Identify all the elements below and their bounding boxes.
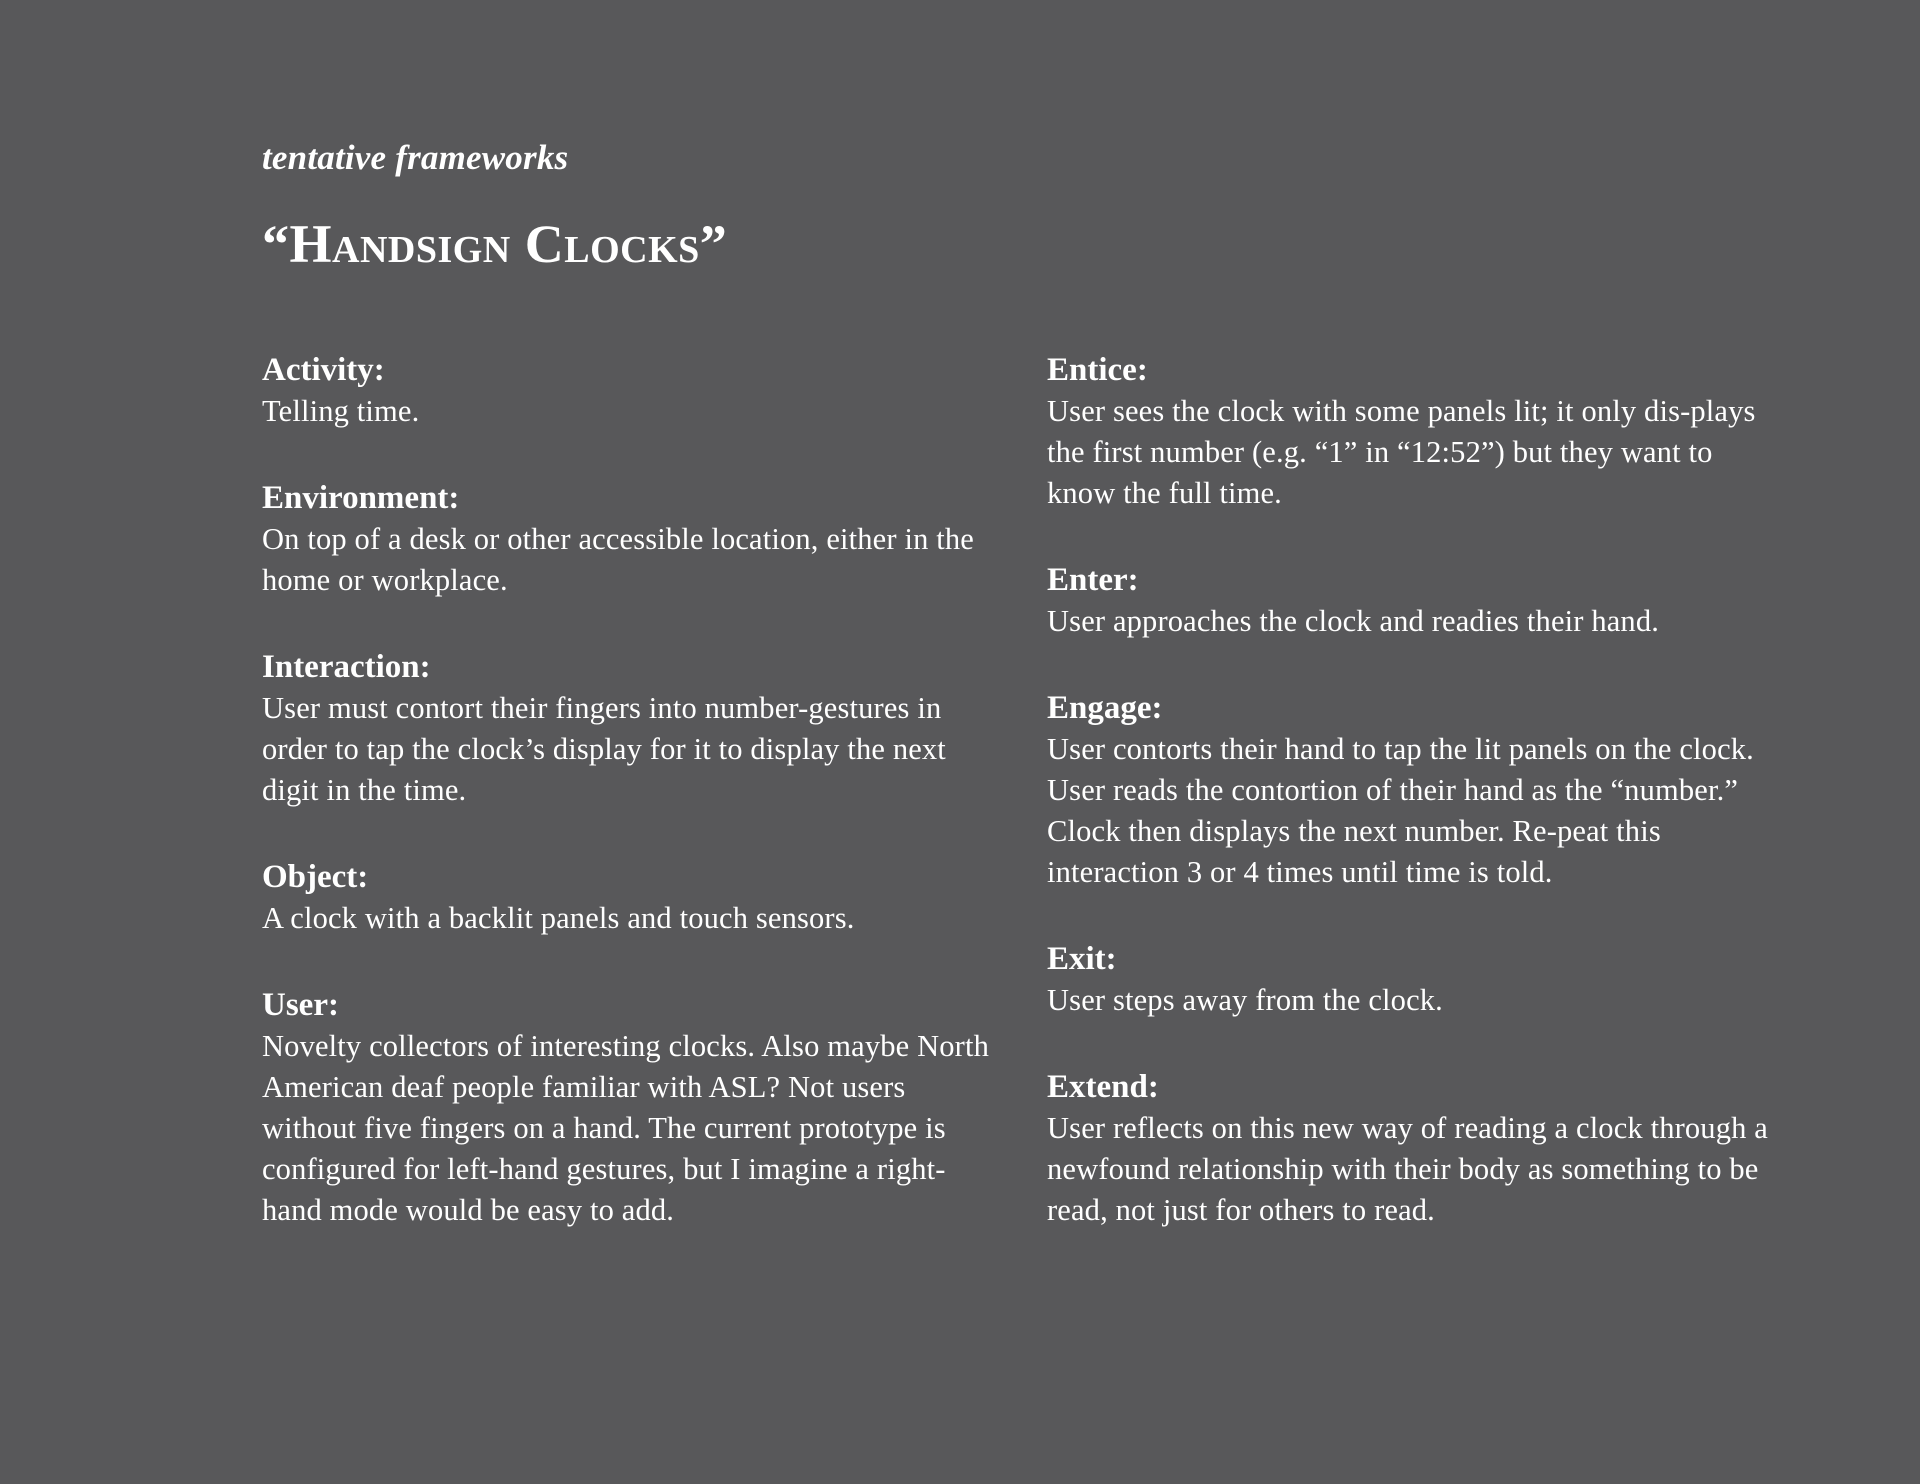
section-exit xyxy=(1047,939,1787,1021)
section-body: A clock with a backlit panels and touch sensors. xyxy=(262,901,855,935)
section-heading: Enter: xyxy=(1047,562,1139,598)
section-heading: Entice: xyxy=(1047,352,1148,388)
section-body: User approaches the clock and readies their hand. xyxy=(1047,604,1660,638)
section-entice xyxy=(1047,350,1787,514)
section-activity xyxy=(262,350,1002,432)
section-body: Telling time. xyxy=(262,394,420,428)
section-body: User reflects on this new way of reading a clock through a newfound relationship with their body as something to be read, not just for others to read. xyxy=(1047,1111,1768,1227)
section-heading: Interaction: xyxy=(262,649,431,685)
section-object xyxy=(262,857,1002,939)
section-body: User contorts their hand to tap the lit panels on the clock. User reads the contortion of their hand as the “number.” Clock then displays the next number. Re-peat this interaction 3 or 4 times until time is told. xyxy=(1047,732,1754,889)
section-heading: Environment: xyxy=(262,480,460,516)
section-heading: Exit: xyxy=(1047,941,1117,977)
section-body: User steps away from the clock. xyxy=(1047,983,1443,1017)
section-kicker: tentative frameworks xyxy=(262,138,569,177)
section-body: User must contort their fingers into number-gestures in order to tap the clock’s display for it to display the next digit in the time. xyxy=(262,691,946,807)
right-column xyxy=(1047,350,1787,1231)
section-environment xyxy=(262,478,1002,601)
left-column xyxy=(262,350,1002,1231)
section-interaction xyxy=(262,647,1002,811)
section-extend xyxy=(1047,1067,1787,1231)
section-body: Novelty collectors of interesting clocks. Also maybe North American deaf people familiar with ASL? Not users without five fingers on a hand. The current prototype is configured for left-hand gestures, but I imagine a right-hand mode would be easy to add. xyxy=(262,1029,989,1227)
section-engage xyxy=(1047,688,1787,893)
section-enter xyxy=(1047,560,1787,642)
section-heading: Activity: xyxy=(262,352,385,388)
section-body: User sees the clock with some panels lit; it only dis-plays the first number (e.g. “1” in “12:52”) but they want to know the full time. xyxy=(1047,394,1756,510)
section-heading: Object: xyxy=(262,859,369,895)
section-heading: Engage: xyxy=(1047,690,1163,726)
section-heading: User: xyxy=(262,987,339,1023)
section-body: On top of a desk or other accessible location, either in the home or workplace. xyxy=(262,522,974,597)
page-title: “Handsign Clocks” xyxy=(262,214,728,274)
section-user xyxy=(262,985,1002,1231)
section-heading: Extend: xyxy=(1047,1069,1159,1105)
